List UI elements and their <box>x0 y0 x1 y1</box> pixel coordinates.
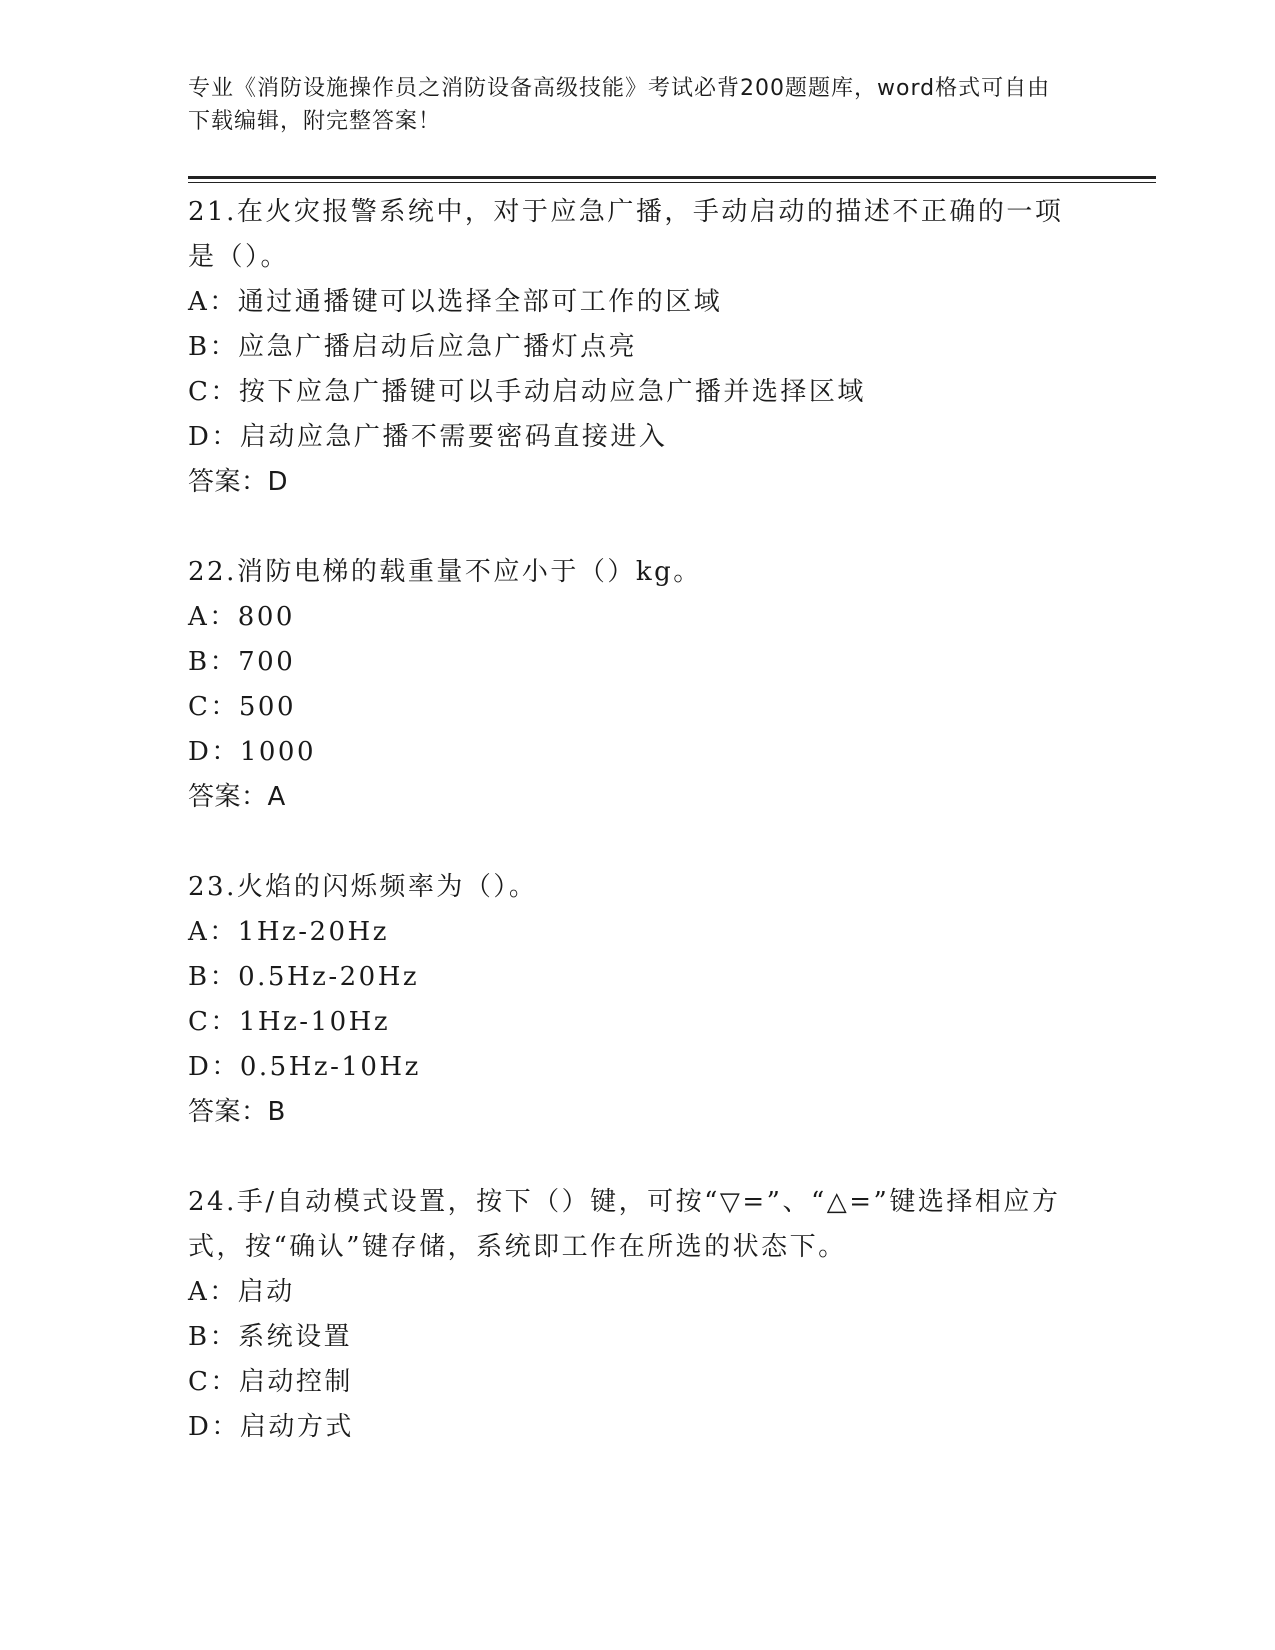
option-d: D：启动应急广播不需要密码直接进入 <box>188 422 668 452</box>
option-b: B：0.5Hz-20Hz <box>188 962 420 992</box>
question-stem: 23.火焰的闪烁频率为（）。 <box>188 872 538 902</box>
option-d: D：1000 <box>188 737 317 767</box>
option-a: A：1Hz-20Hz <box>188 917 389 947</box>
answer-line: 答案：B <box>188 1097 286 1127</box>
option-b: B：700 <box>188 647 296 677</box>
question-21 <box>188 190 1088 505</box>
option-a: A：800 <box>188 602 295 632</box>
answer-line: 答案：D <box>188 467 289 497</box>
option-list <box>188 910 1088 1090</box>
question-stem: 21.在火灾报警系统中，对于应急广播，手动启动的描述不正确的一项是（）。 <box>188 197 1064 272</box>
question-22 <box>188 550 1088 820</box>
option-list <box>188 1270 1088 1450</box>
header-divider-thin <box>188 182 1156 183</box>
option-d: D：0.5Hz-10Hz <box>188 1052 421 1082</box>
question-24 <box>188 1180 1088 1450</box>
option-c: C：1Hz-10Hz <box>188 1007 391 1037</box>
document-header: 专业《消防设施操作员之消防设备高级技能》考试必背200题题库，word格式可自由下载编辑，附完整答案！ <box>188 76 1051 134</box>
option-c: C：启动控制 <box>188 1367 353 1397</box>
option-a: A：启动 <box>188 1277 295 1307</box>
option-a: A：通过通播键可以选择全部可工作的区域 <box>188 287 723 317</box>
header-divider-thick <box>188 176 1156 179</box>
option-list <box>188 280 1088 460</box>
option-c: C：500 <box>188 692 297 722</box>
answer-line: 答案：A <box>188 782 286 812</box>
question-stem: 22.消防电梯的载重量不应小于（）kg。 <box>188 557 702 587</box>
question-stem: 24.手/自动模式设置，按下（）键，可按“▽=”、“△=”键选择相应方式，按“确认”键存储，系统即工作在所选的状态下。 <box>188 1187 1061 1262</box>
question-list <box>188 190 1088 1495</box>
option-d: D：启动方式 <box>188 1412 354 1442</box>
option-c: C：按下应急广播键可以手动启动应急广播并选择区域 <box>188 377 866 407</box>
question-23 <box>188 865 1088 1135</box>
option-list <box>188 595 1088 775</box>
option-b: B：应急广播启动后应急广播灯点亮 <box>188 332 638 362</box>
option-b: B：系统设置 <box>188 1322 353 1352</box>
